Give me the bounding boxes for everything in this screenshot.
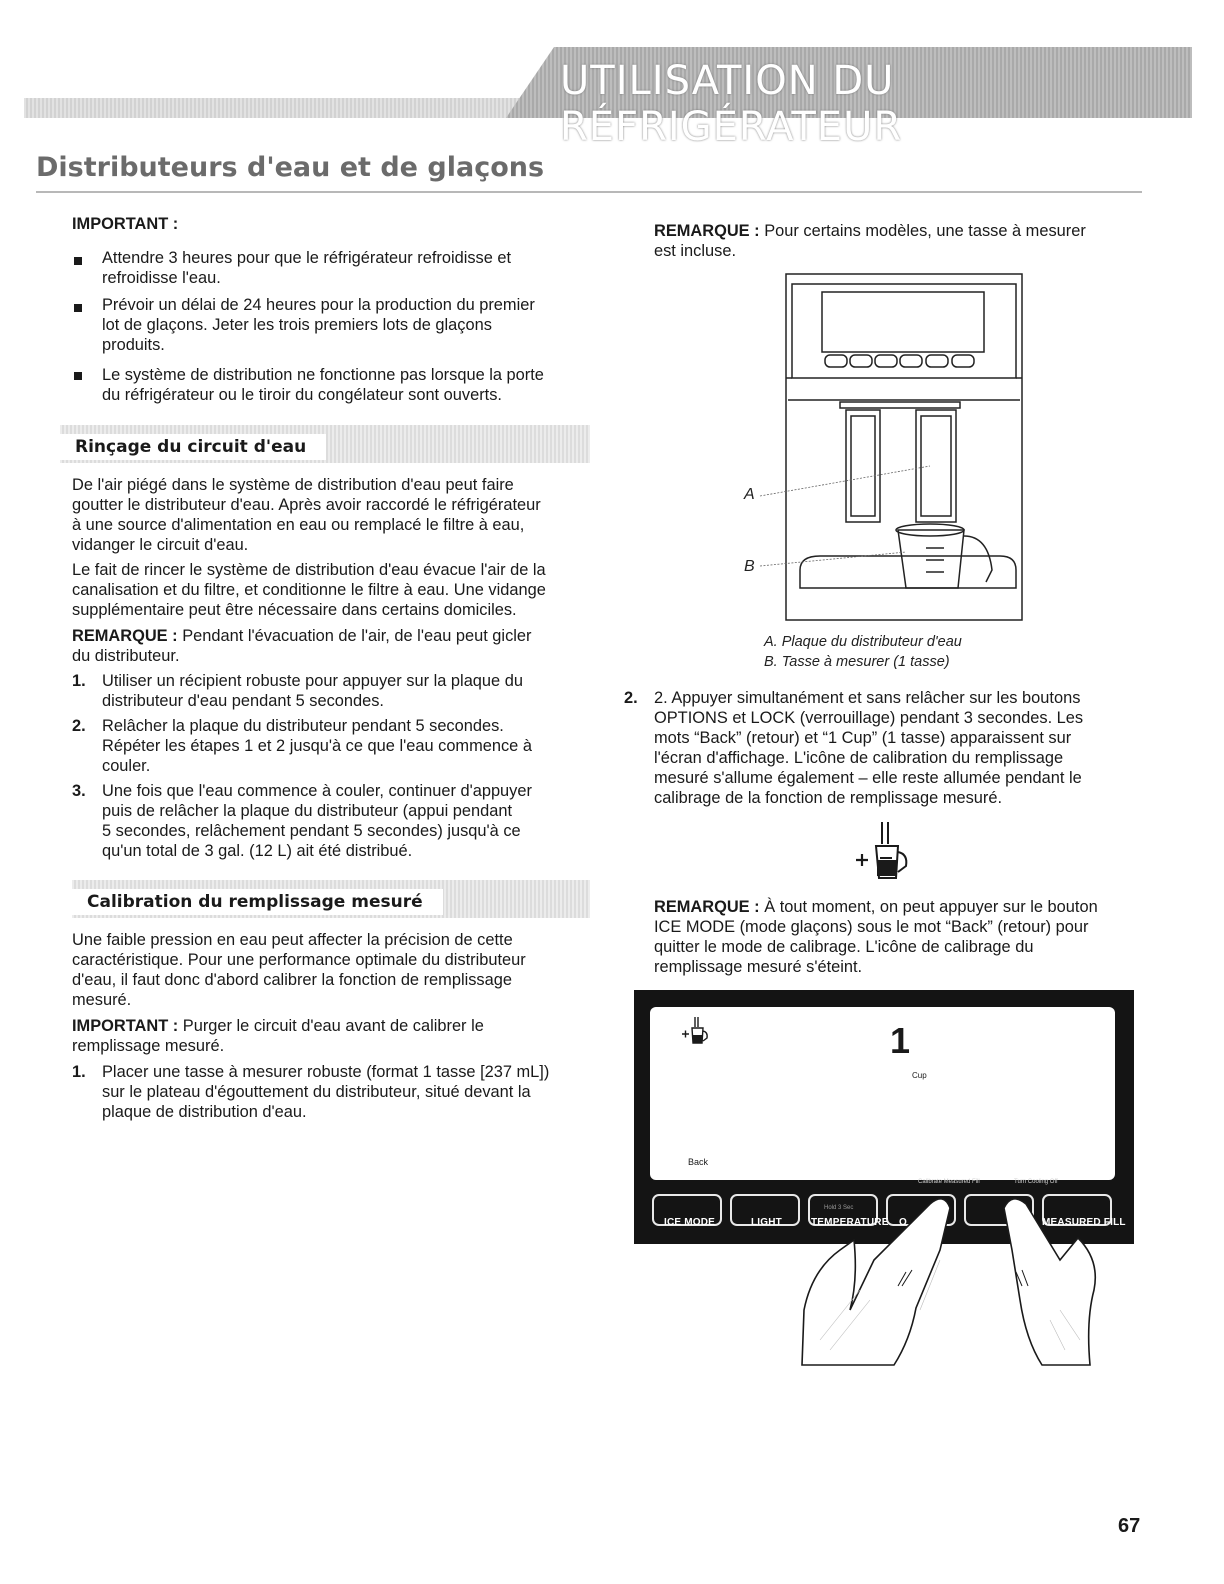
subhead-rincage: Rinçage du circuit d'eau (60, 434, 326, 460)
bullet-marker (74, 372, 82, 380)
lcd-back-label: Back (688, 1157, 709, 1167)
bullet-marker (74, 257, 82, 265)
hands-illustration (790, 1190, 1140, 1370)
ice-mode-label: ICE MODE (664, 1217, 716, 1228)
step-number: 2. (72, 717, 86, 735)
step-number: 1. (72, 672, 86, 690)
step-number: 2. (624, 689, 638, 707)
rincage-step-1: Utiliser un récipient robuste pour appuyer sur la plaque du distributeur d'eau pendant 5 secondes. (102, 672, 523, 710)
caption-a: A. Plaque du distributeur d'eau (764, 634, 962, 650)
rincage-paragraph-2: Le fait de rincer le système de distribution d'eau évacue l'air de la canalisation et du filtre, et conditionne le filtre à eau. Une vidange supplémentaire peut être nécessaire dans certains domiciles. (72, 561, 546, 619)
step-number: 3. (72, 782, 86, 800)
measured-fill-icon (852, 820, 916, 884)
calibration-important: IMPORTANT : Purger le circuit d'eau avant de calibrer le remplissage mesuré. (72, 1017, 484, 1055)
rincage-note: REMARQUE : Pendant l'évacuation de l'air, de l'eau peut gicler du distributeur. (72, 627, 532, 665)
lcd-screen (650, 1007, 1115, 1180)
temperature-label: TEMPERATURE (811, 1217, 889, 1228)
remarque-tasse: REMARQUE : Pour certains modèles, une tasse à mesurer est incluse. (654, 222, 1086, 260)
lcd-digit: 1 (890, 1020, 909, 1061)
title-divider (36, 191, 1142, 193)
page-number: 67 (1118, 1515, 1141, 1537)
figure-label-a: A (744, 486, 755, 503)
rincage-step-3: Une fois que l'eau commence à couler, continuer d'appuyer puis de relâcher la plaque du distributeur (appui pendant 5 secondes, relâchement pendant 5 secondes) jusqu'à ce qu'un total de 3 gal. (12 L) ait été distribué. (102, 782, 532, 860)
figure-label-b: B (744, 558, 755, 575)
measured-fill-label: MEASURED FILL (1042, 1217, 1126, 1228)
caption-b: B. Tasse à mesurer (1 tasse) (764, 654, 950, 670)
calibration-paragraph: Une faible pression en eau peut affecter la précision de cette caractéristique. Pour une performance optimale du distributeur d'eau, il faut donc d'abord calibrer la fonction de remplissage mesuré. (72, 931, 526, 1009)
calibration-step-1: Placer une tasse à mesurer robuste (format 1 tasse [237 mL]) sur le plateau d'égouttement du distributeur, situé devant la plaque de distribution d'eau. (102, 1063, 550, 1121)
subhead-calibration: Calibration du remplissage mesuré (72, 889, 443, 915)
lcd-measured-fill-icon (680, 1015, 712, 1047)
hold-label: Hold 3 Sec (824, 1205, 854, 1211)
calibration-step-2: 2. Appuyer simultanément et sans relâcher sur les boutons OPTIONS et LOCK (verrouillage) pendant 3 secondes. Les mots “Back” (retour) et “1 Cup” (1 tasse) apparaissent sur l'écran d'affichage. L'icône de calibration du remplissage mesuré s'allume également – elle reste allumée pendant le calibrage de la fonction de remplissage mesuré. (654, 689, 1084, 807)
options-label-partial: O (899, 1217, 907, 1228)
step-number: 1. (72, 1063, 86, 1081)
remarque-ice-mode: REMARQUE : À tout moment, on peut appuyer sur le bouton ICE MODE (mode glaçons) sous le mot “Back” (retour) pour quitter le mode de calibrage. L'icône de calibrage du remplissage mesuré s'éteint. (654, 898, 1098, 976)
chapter-banner: UTILISATION DU RÉFRIGÉRATEUR (560, 58, 903, 150)
section-title: Distributeurs d'eau et de glaçons (36, 152, 545, 183)
rincage-paragraph-1: De l'air piégé dans le système de distribution d'eau peut faire goutter le distributeur d'eau. Après avoir raccordé le réfrigérateur à une source d'alimentation en eau ou remplacé le filtre à eau, vidanger le circuit d'eau. (72, 476, 541, 554)
lcd-cup-label: Cup (912, 1071, 927, 1080)
calibrate-label: Calibrate Measured Fill (918, 1179, 980, 1185)
dispenser-figure (730, 270, 1030, 630)
turn-cooling-label: Turn Cooling Off (1014, 1179, 1058, 1185)
light-label: LIGHT (751, 1217, 782, 1228)
bullet-marker (74, 304, 82, 312)
bullet-3: Le système de distribution ne fonctionne pas lorsque la porte du réfrigérateur ou le tiroir du congélateur sont ouverts. (102, 366, 544, 404)
rincage-step-2: Relâcher la plaque du distributeur pendant 5 secondes. Répéter les étapes 1 et 2 jusqu'à ce que l'eau commence à couler. (102, 717, 532, 775)
important-heading: IMPORTANT : (72, 215, 179, 233)
bullet-2: Prévoir un délai de 24 heures pour la production du premier lot de glaçons. Jeter les trois premiers lots de glaçons produits. (102, 296, 535, 354)
bullet-1: Attendre 3 heures pour que le réfrigérateur refroidisse et refroidisse l'eau. (102, 249, 512, 287)
